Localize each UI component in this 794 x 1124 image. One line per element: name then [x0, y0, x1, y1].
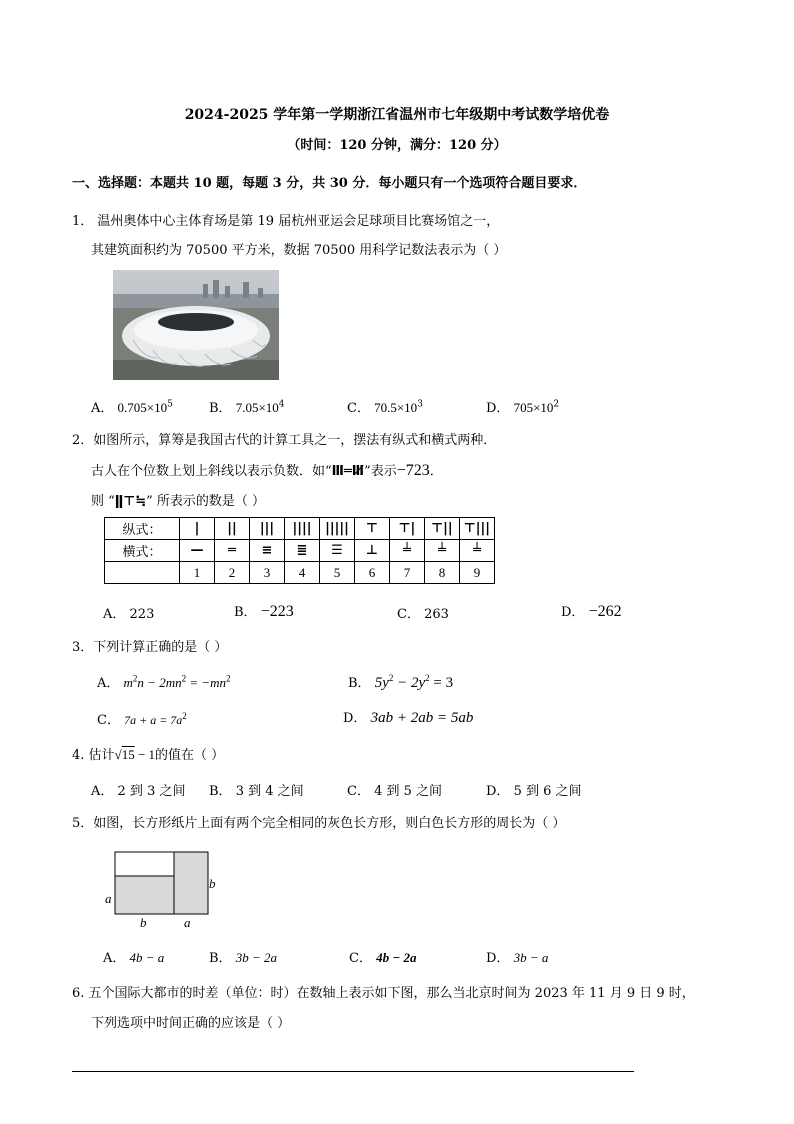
number-cell: 9 — [460, 562, 495, 584]
page-title: 2024-2025 学年第一学期浙江省温州市七年级期中考试数学培优卷 — [184, 107, 610, 123]
q3-option-b[interactable]: B． $5y^2 - 2y^2 = 3$ — [348, 673, 454, 691]
label-a-bottom: a — [184, 915, 191, 930]
sqrt-expression: √15 − 1 — [114, 747, 156, 762]
label-b-bottom: b — [140, 915, 147, 930]
rod-cell: ≡ — [250, 540, 285, 562]
q5-option-a[interactable]: A． 4b − a — [103, 950, 165, 966]
rod-question-number: ǁ⊤≒ — [114, 494, 147, 509]
number-cell: 3 — [250, 562, 285, 584]
rod-cell: ╧ — [460, 540, 495, 562]
q1-stem-line2: 其建筑面积约为 70500 平方米，数据 70500 用科学记数法表示为（ ） — [91, 243, 507, 258]
number-cell: 4 — [285, 562, 320, 584]
rod-cell: ╧ — [390, 540, 425, 562]
rod-cell: ☰ — [320, 540, 355, 562]
q2-stem-line1: 2．如图所示，算筹是我国古代的计算工具之一，摆法有纵式和横式两种． — [72, 433, 497, 448]
rod-cell: | — [180, 518, 215, 540]
rod-cell: ═ — [215, 540, 250, 562]
rod-cell: || — [215, 518, 250, 540]
q5-option-d[interactable]: D． 3b − a — [486, 950, 549, 966]
section-heading: 一、选择题：本题共 10 题，每题 3 分，共 30 分．每小题只有一个选项符合题目要求． — [72, 176, 587, 191]
rod-cell: ╧ — [425, 540, 460, 562]
row-label — [105, 562, 180, 584]
q1-option-b[interactable]: B． $7.05\times 10^4$ — [209, 399, 285, 416]
number-cell: 5 — [320, 562, 355, 584]
q3-option-d[interactable]: D． 3ab + 2ab = 5ab — [343, 710, 474, 726]
label-b-right: b — [209, 876, 216, 891]
q4-option-a[interactable]: A． 2 到 3 之间 — [91, 784, 186, 799]
q3-stem: 3．下列计算正确的是（ ） — [72, 640, 228, 655]
rod-cell: ⊥ — [355, 540, 390, 562]
rod-cell: ⊤||| — [460, 518, 495, 540]
q6-stem-line1: 6. 五个国际大都市的时差（单位：时）在数轴上表示如下图，那么当北京时间为 2023 年 11 月 9 日 9 时， — [72, 986, 695, 1001]
q2-option-c[interactable]: C． 263 — [397, 607, 449, 622]
q3-option-c[interactable]: C． $7a + a = 7a^2$ — [97, 711, 187, 728]
q1-option-c[interactable]: C． $70.5\times 10^3$ — [347, 399, 423, 416]
row-label: 纵式： — [105, 518, 180, 540]
label-a-left: a — [105, 891, 112, 906]
q1-option-a[interactable]: A． $0.705\times 10^5$ — [91, 399, 173, 416]
q4-option-c[interactable]: C． 4 到 5 之间 — [347, 784, 443, 799]
rod-example-minus723: Ⅲ═Ⅲ̸ — [331, 464, 365, 479]
q2-option-b[interactable]: B． −223 — [234, 603, 294, 620]
number-cell: 6 — [355, 562, 390, 584]
table-row — [105, 562, 495, 584]
number-cell: 1 — [180, 562, 215, 584]
rod-cell: ⊤ — [355, 518, 390, 540]
q2-option-a[interactable]: A． 223 — [103, 607, 155, 622]
row-label: 横式： — [105, 540, 180, 562]
rod-cell: ||||| — [320, 518, 355, 540]
number-cell: 2 — [215, 562, 250, 584]
table-row — [105, 540, 495, 562]
rod-cell: ||| — [250, 518, 285, 540]
rod-cell: — — [180, 540, 215, 562]
q4-option-b[interactable]: B． 3 到 4 之间 — [209, 784, 304, 799]
exam-time-score: （时间：120 分钟，满分：120 分） — [287, 138, 507, 153]
q1-option-d[interactable]: D． $705\times 10^2$ — [486, 399, 560, 416]
q5-option-b[interactable]: B． 3b − 2a — [209, 950, 277, 966]
q4-option-d[interactable]: D． 5 到 6 之间 — [486, 784, 582, 799]
number-cell: 7 — [390, 562, 425, 584]
rod-cell: ⊤|| — [425, 518, 460, 540]
q3-option-a[interactable]: A． $m^2n - 2mn^2 = -mn^2$ — [97, 673, 231, 691]
q2-stem-line3: 则 “ǁ⊤≒” 所表示的数是（ ） — [91, 494, 266, 509]
rod-cell: ⊤| — [390, 518, 425, 540]
q5-option-c[interactable]: C． 4b − 2a — [349, 950, 417, 966]
rod-cell: ≣ — [285, 540, 320, 562]
q5-stem: 5．如图，长方形纸片上面有两个完全相同的灰色长方形，则白色长方形的周长为（ ） — [72, 816, 566, 831]
number-cell: 8 — [425, 562, 460, 584]
q2-stem-line2: 古人在个位数上划上斜线以表示负数．如“Ⅲ═Ⅲ̸”表示−723． — [91, 462, 443, 479]
rod-cell: |||| — [285, 518, 320, 540]
rectangle-figure — [100, 845, 220, 935]
counting-rod-table — [104, 517, 495, 584]
stadium-photo — [113, 270, 279, 380]
q1-stem-line1: 1． 温州奥体中心主体育场是第 19 届杭州亚运会足球项目比赛场馆之一， — [72, 214, 500, 229]
q2-option-d[interactable]: D． −262 — [561, 603, 622, 620]
table-row — [105, 518, 495, 540]
q6-stem-line2: 下列选项中时间正确的应该是（ ） — [91, 1016, 291, 1031]
q4-stem: 4. 估计√15 − 1的值在（ ） — [72, 747, 225, 763]
footer-divider — [72, 1071, 634, 1072]
